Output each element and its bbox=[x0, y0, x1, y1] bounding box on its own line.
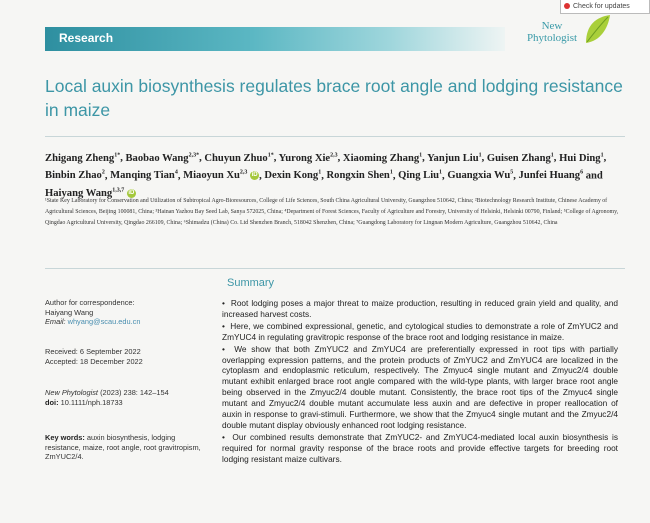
author-name: Xiaoming Zhang bbox=[342, 152, 420, 164]
keywords-block bbox=[45, 433, 205, 462]
author-affiliation-mark: 1 bbox=[389, 169, 393, 176]
author-affiliation-mark: 1 bbox=[419, 152, 423, 158]
author-affiliation-mark: 1 bbox=[478, 152, 482, 158]
author-name: Baobao Wang bbox=[125, 152, 189, 164]
doi-line bbox=[45, 398, 205, 408]
author bbox=[45, 170, 105, 181]
journal-logo bbox=[522, 20, 582, 44]
author-name: Yanjun Liu bbox=[427, 152, 479, 164]
summary-bullet-text: Our combined results demonstrate that ZmYUC2- and ZmYUC4-mediated local auxin biosynthesis is required for normal gravity response of the brace roots and provide effective targets for breeding root lodging resistant maize cultivars. bbox=[222, 431, 619, 464]
summary-bullet: • We show that both ZmYUC2 and ZmYUC4 are preferentially expressed in root tips with partially overlapping expression patterns, and the protein products of ZmYUC2 and ZmYUC4 are localized in the cytoplasm and endoplasmic reticulum, respectively. The Zmyuc4 single mutant and Zmyuc2/4 double mutant exhibit enlarged brace root angle compared with the wild-type plants, with larger brace root angle being observed in the Zmyuc2/4 double mutant. Consistently, the brace root tips of the Zmyuc4 single mutant and Zmyuc2/4 double mutant accumulate less auxin and are defective in proper reallocation of auxin in response to gravi-stimuli. Furthermore, we show that the Zmyuc4 single mutant and the Zmyuc2/4 double mutant display obviously enhanced root lodging resistance. bbox=[222, 343, 618, 430]
check-for-updates-button[interactable] bbox=[560, 0, 650, 14]
author-affiliation-mark: 1* bbox=[267, 152, 274, 158]
summary-heading: Summary bbox=[227, 277, 275, 289]
author bbox=[279, 153, 338, 164]
author-name: Guisen Zhang bbox=[486, 152, 551, 164]
author-affiliation-mark: 5 bbox=[510, 169, 514, 176]
email-link[interactable]: whyang@scau.edu.cn bbox=[67, 317, 141, 327]
divider bbox=[45, 268, 625, 269]
author-name: Rongxin Shen bbox=[326, 170, 390, 182]
article-title: Local auxin biosynthesis regulates brace root angle and lodging resistance in maize bbox=[45, 76, 623, 120]
author bbox=[559, 153, 604, 164]
orcid-icon[interactable]: iD bbox=[251, 172, 258, 179]
author-name: Hui Ding bbox=[559, 152, 601, 164]
journal-logo-line1: New bbox=[541, 20, 563, 32]
author-conjunction: and bbox=[583, 170, 603, 182]
author-affiliation-mark: 1 bbox=[439, 169, 443, 176]
doi-link[interactable]: 10.1111/nph.18733 bbox=[60, 397, 123, 407]
author-affiliation-mark: 4 bbox=[174, 169, 178, 176]
author bbox=[125, 153, 199, 164]
accepted-date: Accepted: 18 December 2022 bbox=[45, 356, 143, 366]
author-name: Chuyun Zhuo bbox=[204, 152, 268, 164]
summary-bullet: • Here, we combined expressional, genetic, and cytological studies to demonstrate a role of ZmYUC2 and ZmYUC4 in regulating gravitropic response of the brace root and lodging resistance in maize. bbox=[222, 320, 619, 342]
author-affiliation-mark: 2,3 bbox=[330, 152, 338, 158]
author bbox=[447, 170, 513, 181]
summary-bullet-text: We show that both ZmYUC2 and ZmYUC4 are preferentially expressed in root tips with partially overlapping expression patterns, and the protein products of ZmYUC2 and ZmYUC4 are localized in the cytoplasm and endoplasmic reticulum, respectively. The Zmyuc4 single mutant and Zmyuc2/4 double mutant exhibit enlarged brace root angle compared with the wild-type plants, with larger brace root angle being observed in the Zmyuc2/4 double mutant. Consistently, the brace root tips of the Zmyuc4 single mutant and Zmyuc2/4 double mutant accumulate less auxin and are defective in proper reallocation of auxin in response to gravi-stimuli. Furthermore, we show that the Zmyuc4 single mutant and the Zmyuc2/4 double mutant display obviously enhanced root lodging resistance. bbox=[222, 343, 618, 430]
author-affiliation-mark: 1* bbox=[114, 152, 121, 158]
correspondence-name: Haiyang Wang bbox=[45, 307, 94, 317]
summary-bullet: • Our combined results demonstrate that ZmYUC2- and ZmYUC4-mediated local auxin biosynthesis is required for normal gravity response of the brace roots and provide effective targets for breeding root lodging resistant maize cultivars. bbox=[222, 431, 619, 464]
author-affiliation-mark: 2 bbox=[101, 169, 105, 176]
leaf-logo-icon bbox=[582, 13, 612, 47]
citation-line bbox=[45, 388, 205, 398]
correspondence-label: Author for correspondence: bbox=[45, 298, 135, 307]
author-name: Dexin Kong bbox=[264, 170, 319, 182]
author bbox=[45, 153, 120, 164]
author-affiliation-mark: 1 bbox=[600, 152, 604, 158]
author bbox=[110, 170, 178, 181]
journal-name: New Phytologist bbox=[45, 388, 98, 397]
correspondence-block bbox=[45, 298, 205, 327]
citation-block bbox=[45, 388, 205, 407]
author-list: Zhigang Zheng$^{1*}$, Baobao Wang$^{2,3*}$, Chuyun Zhuo$^{1*}$, Yurong Xie$^{2,3}$, Xiaoming Zhang$^1$, Yanjun Liu$^1$, Guisen Zhang$^1$, Hui Ding$^1$, Binbin Zhao$^2$, Manqing Tian$^4$, Miaoyun Xu$^{2,3}$ iD , Dexin Kong$^1$, Rongxin Shen$^1$, Qing Liu$^1$, Guangxia Wu$^5$, Junfei Huang$^6$ and Haiyang Wang$^{1,3,7}$ iD bbox=[45, 152, 607, 199]
email-label: Email: bbox=[45, 317, 66, 327]
author-name: Guangxia Wu bbox=[447, 170, 511, 182]
divider bbox=[45, 136, 625, 137]
author bbox=[398, 170, 442, 181]
author-name: Yurong Xie bbox=[278, 152, 331, 164]
email-line bbox=[45, 317, 205, 327]
author bbox=[519, 170, 584, 181]
author-affiliation-mark: 1 bbox=[318, 169, 322, 176]
author bbox=[264, 170, 321, 181]
author-name: Junfei Huang bbox=[518, 170, 581, 182]
doi-label: doi: bbox=[45, 397, 59, 407]
author-affiliation-mark: 6 bbox=[580, 169, 584, 176]
author bbox=[487, 153, 554, 164]
author-affiliation-mark: 1,3,7 bbox=[112, 187, 125, 194]
author-name: Manqing Tian bbox=[110, 170, 175, 182]
author bbox=[327, 170, 393, 181]
summary-bullet-text: Root lodging poses a major threat to maize production, resulting in reduced grain yield and quality, and increased harvest costs. bbox=[222, 298, 618, 319]
dates-block bbox=[45, 347, 205, 366]
update-icon bbox=[564, 3, 570, 9]
author bbox=[183, 170, 259, 181]
author-name: Miaoyun Xu bbox=[183, 170, 240, 182]
author-affiliation-mark: 2,3* bbox=[188, 152, 200, 158]
summary-bullet-text: Here, we combined expressional, genetic, and cytological studies to demonstrate a role of ZmYUC2 and ZmYUC4 in regulating gravitropic response of the brace root and lodging resistance in maize. bbox=[222, 320, 619, 342]
journal-logo-line2: Phytologist bbox=[526, 32, 578, 44]
summary-list bbox=[222, 298, 618, 466]
citation-volume: (2023) 238: 142–154 bbox=[100, 388, 169, 397]
keywords-text: auxin biosynthesis, lodging resistance, maize, root angle, root gravitropism, ZmYUC2/4. bbox=[45, 433, 201, 462]
author-name: Binbin Zhao bbox=[45, 170, 102, 182]
affiliations: ¹State Key Laboratory for Conservation and Utilization of Subtropical Agro-Bioresources, College of Life Sciences, South China Agricultural University, Guangzhou 510642, China; ²Biotechnology Research Institute, Chinese Academy of Agricultural Sciences, Beijing 100081, China; ³Hainan Yazhou Bay Seed Lab, Sanya 572025, China; ⁴Department of Forest Sciences, Faculty of Agriculture and Forestry, University of Helsinki, Helsinki 00790, Finland; ⁵College of Agronomy, Qingdao Agricultural University, Qingdao 266109, China; ⁶Shimadzu (China) Co. Ltd Shenzhen Branch, 518042 Shenzhen, China; ⁷Guangdong Laboratory for Lingnan Modern Agriculture, Guangzhou 510642, China bbox=[45, 198, 619, 227]
author-name: Haiyang Wang bbox=[45, 188, 113, 199]
author-name: Zhigang Zheng bbox=[45, 152, 115, 164]
author bbox=[204, 153, 273, 164]
author-affiliation-mark: 1 bbox=[550, 152, 554, 158]
keywords-label: Key words: bbox=[45, 433, 85, 442]
author bbox=[427, 153, 482, 164]
author-affiliation-mark: 2,3 bbox=[239, 169, 248, 176]
section-label: Research bbox=[59, 31, 114, 45]
section-banner bbox=[45, 27, 505, 51]
author bbox=[343, 153, 422, 164]
summary-bullet: • Root lodging poses a major threat to maize production, resulting in reduced grain yield and quality, and increased harvest costs. bbox=[222, 298, 618, 319]
received-date: Received: 6 September 2022 bbox=[45, 347, 141, 356]
orcid-icon[interactable]: iD bbox=[128, 190, 135, 197]
check-for-updates-label: Check for updates bbox=[573, 3, 630, 10]
author-name: Qing Liu bbox=[398, 170, 440, 182]
